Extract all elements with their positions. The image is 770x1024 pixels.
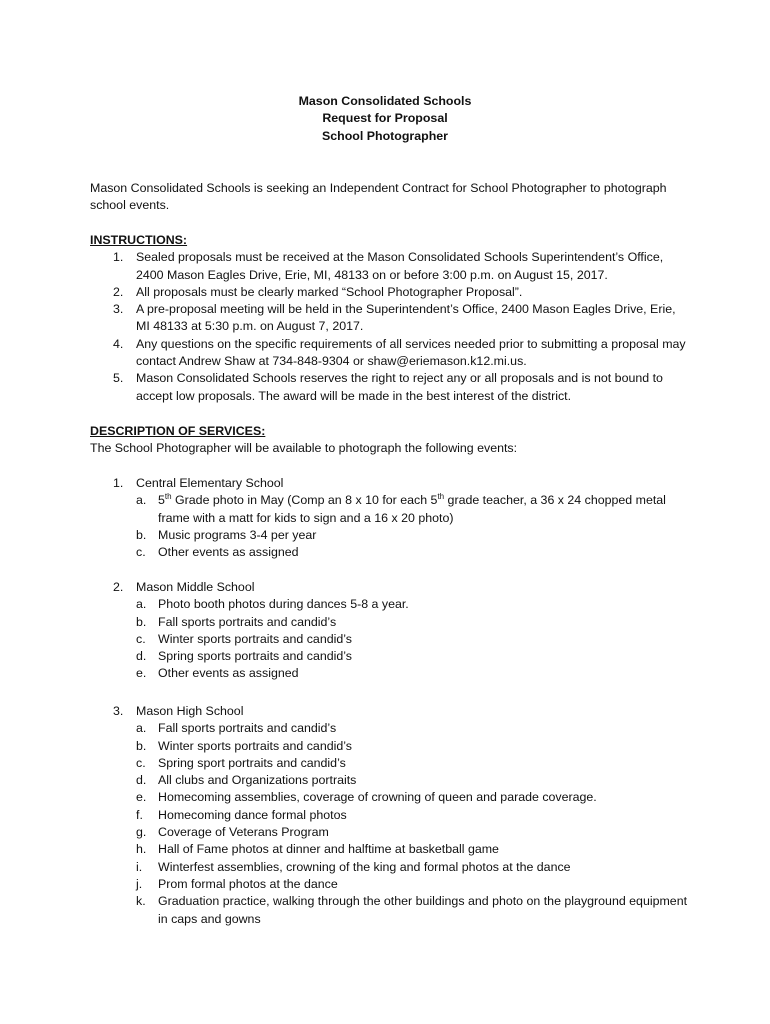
service-item — [90, 772, 690, 789]
list-marker: i. — [136, 859, 143, 874]
service-text: Fall sports portraits and candid’s — [158, 721, 337, 736]
service-item — [90, 665, 690, 682]
instruction-text: A pre-proposal meeting will be held in the Superintendent’s Office, 2400 Mason Eagles Drive, Erie, MI 48133 at 5:30 p.m. on August 7, 2017. — [136, 302, 676, 334]
service-item — [90, 859, 690, 876]
list-marker: a. — [136, 597, 147, 612]
service-text: Hall of Fame photos at dinner and halftime at basketball game — [158, 842, 499, 857]
list-marker: c. — [136, 631, 146, 646]
instruction-text: All proposals must be clearly marked “School Photographer Proposal”. — [136, 284, 523, 299]
school-group-high — [90, 703, 690, 928]
instruction-text: Sealed proposals must be received at the Mason Consolidated Schools Superintendent’s Office, 2400 Mason Eagles Drive, Erie, MI, 48133 on or before 3:00 p.m. on August 15, 2017. — [136, 250, 664, 282]
service-text: Winterfest assemblies, crowning of the king and formal photos at the dance — [158, 859, 571, 874]
services-section — [90, 423, 690, 458]
instruction-item — [90, 284, 690, 301]
service-text: Graduation practice, walking through the other buildings and photo on the playground equipment in caps and gowns — [158, 894, 688, 926]
school-name — [90, 579, 690, 596]
list-marker: 2. — [113, 284, 124, 299]
school-name-text: Mason High School — [136, 704, 244, 718]
service-item — [90, 544, 690, 561]
service-text: Spring sports portraits and candid’s — [158, 649, 352, 664]
list-marker: h. — [136, 842, 147, 857]
list-marker: 3. — [113, 704, 124, 718]
service-item — [90, 648, 690, 665]
service-item — [90, 841, 690, 858]
school-name — [90, 475, 690, 492]
service-item — [90, 807, 690, 824]
service-item — [90, 614, 690, 631]
service-text: All clubs and Organizations portraits — [158, 773, 357, 788]
service-item — [90, 738, 690, 755]
list-marker: 1. — [113, 250, 124, 265]
service-item — [90, 824, 690, 841]
list-marker: a. — [136, 493, 147, 508]
list-marker: c. — [136, 755, 146, 770]
school-group-middle — [90, 579, 690, 683]
instruction-item — [90, 336, 690, 371]
service-text: Fall sports portraits and candid’s — [158, 614, 337, 629]
list-marker: 5. — [113, 371, 124, 386]
list-marker: e. — [136, 790, 147, 805]
service-text: Music programs 3-4 per year — [158, 527, 317, 542]
list-marker: f. — [136, 807, 143, 822]
title-rfp: Request for Proposal — [322, 111, 448, 126]
service-text: Homecoming assemblies, coverage of crowning of queen and parade coverage. — [158, 790, 597, 805]
service-text: Prom formal photos at the dance — [158, 876, 338, 891]
instruction-text: Mason Consolidated Schools reserves the right to reject any or all proposals and is not bound to accept low proposals. The award will be made in the best interest of the district. — [136, 371, 663, 403]
service-item — [90, 755, 690, 772]
services-intro: The School Photographer will be available to photograph the following events: — [90, 441, 518, 456]
service-item — [90, 893, 690, 928]
list-marker: 3. — [113, 302, 124, 317]
list-marker: e. — [136, 666, 147, 681]
service-item — [90, 631, 690, 648]
list-marker: b. — [136, 738, 147, 753]
service-item — [90, 527, 690, 544]
service-text: Photo booth photos during dances 5-8 a year. — [158, 597, 409, 612]
instructions-heading: INSTRUCTIONS: — [90, 233, 188, 247]
list-marker: 2. — [113, 580, 124, 594]
list-marker: c. — [136, 545, 146, 560]
school-name-text: Central Elementary School — [136, 476, 284, 490]
school-group-elementary — [90, 475, 690, 561]
services-heading: DESCRIPTION OF SERVICES: — [90, 424, 266, 438]
service-item — [90, 492, 690, 527]
instruction-text: Any questions on the specific requirements of all services needed prior to submitting a proposal may contact Andrew Shaw at 734-848-9304 or shaw@eriemason.k12.mi.us. — [136, 336, 686, 369]
school-name-text: Mason Middle School — [136, 580, 255, 594]
list-marker: k. — [136, 894, 146, 909]
service-text: Other events as assigned — [158, 545, 299, 560]
instructions-list — [90, 249, 690, 405]
service-text: 5th Grade photo in May (Comp an 8 x 10 for each 5th grade teacher, a 36 x 24 chopped metal frame with a matt for kids to sign and a 16 x 20 photo) — [158, 492, 666, 525]
service-item — [90, 789, 690, 806]
instruction-item — [90, 370, 690, 405]
list-marker: a. — [136, 721, 147, 736]
document-title — [0, 93, 770, 145]
service-text: Winter sports portraits and candid’s — [158, 738, 352, 753]
title-position: School Photographer — [322, 128, 448, 143]
school-name — [90, 703, 690, 720]
instruction-item — [90, 249, 690, 284]
list-marker: j. — [136, 876, 143, 891]
service-item — [90, 720, 690, 737]
intro-paragraph: Mason Consolidated Schools is seeking an Independent Contract for School Photographer to photograph school events. — [90, 181, 667, 213]
instructions-section — [90, 232, 690, 405]
title-district: Mason Consolidated Schools — [298, 94, 472, 108]
list-marker: g. — [136, 825, 147, 840]
instruction-item — [90, 301, 690, 336]
list-marker: d. — [136, 773, 147, 788]
list-marker: 4. — [113, 336, 124, 351]
list-marker: d. — [136, 649, 147, 664]
list-marker: b. — [136, 614, 147, 629]
service-text: Homecoming dance formal photos — [158, 807, 347, 822]
service-item — [90, 596, 690, 613]
service-text: Winter sports portraits and candid’s — [158, 631, 352, 646]
service-text: Spring sport portraits and candid’s — [158, 755, 346, 770]
service-item — [90, 876, 690, 893]
list-marker: b. — [136, 527, 147, 542]
service-text: Other events as assigned — [158, 666, 299, 681]
list-marker: 1. — [113, 476, 124, 490]
service-text: Coverage of Veterans Program — [158, 825, 329, 840]
